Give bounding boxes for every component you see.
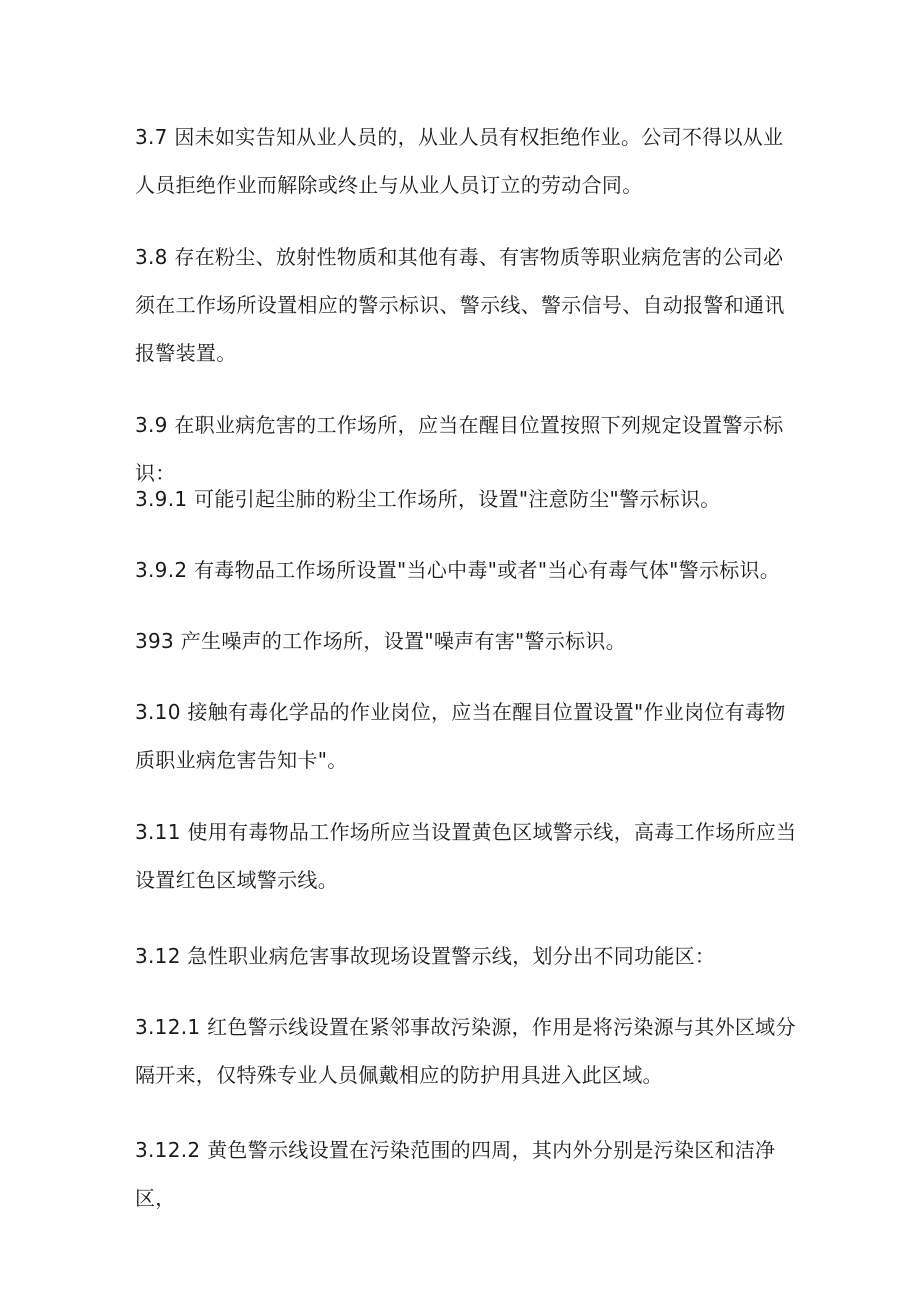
paragraph-3-9-3: 393 产生噪声的工作场所，设置"噪声有害"警示标识。: [135, 629, 627, 653]
paragraph-3-8: 3.8 存在粉尘、放射性物质和其他有毒、有害物质等职业病危害的公司必须在工作场所设置相应的警示标识、警示线、警示信号、自动报警和通讯报警装置。: [135, 245, 785, 365]
paragraph-3-10: 3.10 接触有毒化学品的作业岗位，应当在醒目位置设置"作业岗位有毒物质职业病危害告知卡"。: [135, 700, 786, 772]
paragraph-3-11: 3.11 使用有毒物品工作场所应当设置黄色区域警示线，高毒工作场所应当设置红色区域警示线。: [135, 820, 797, 892]
paragraph-3-12-1: 3.12.1 红色警示线设置在紧邻事故污染源，作用是将污染源与其外区域分隔开来，仅特殊专业人员佩戴相应的防护用具进入此区域。: [135, 1015, 796, 1087]
paragraph-3-9-2: 3.9.2 有毒物品工作场所设置"当心中毒"或者"当心有毒气体"警示标识。: [135, 558, 781, 582]
paragraph-3-9-1: 3.9.1 可能引起尘肺的粉尘工作场所，设置"注意防尘"警示标识。: [135, 487, 721, 511]
paragraph-3-9: 3.9 在职业病危害的工作场所，应当在醒目位置按照下列规定设置警示标识：: [135, 413, 784, 485]
paragraph-3-7: 3.7 因未如实告知从业人员的，从业人员有权拒绝作业。公司不得以从业人员拒绝作业而解除或终止与从业人员订立的劳动合同。: [135, 125, 784, 197]
paragraph-3-12: 3.12 急性职业病危害事故现场设置警示线，划分出不同功能区：: [135, 944, 716, 968]
paragraph-3-12-2: 3.12.2 黄色警示线设置在污染范围的四周，其内外分别是污染区和洁净区，: [135, 1138, 776, 1210]
